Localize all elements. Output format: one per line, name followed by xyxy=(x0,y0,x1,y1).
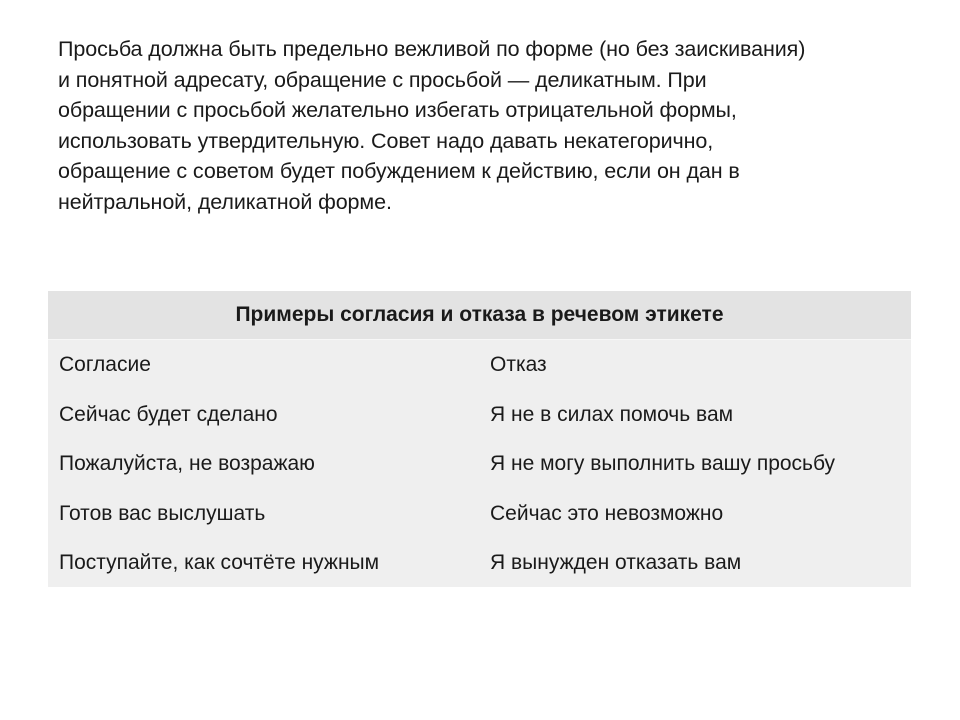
intro-paragraph xyxy=(58,34,920,218)
table-row xyxy=(48,439,911,489)
intro-line: Просьба должна быть предельно вежливой по форме (но без заискивания) xyxy=(58,37,806,61)
intro-line: использовать утвердительную. Совет надо давать некатегорично, xyxy=(58,128,714,153)
refusal-cell: Сейчас это невозможно xyxy=(490,501,724,525)
intro-line: и понятной адресату, обращение с просьбой — деликатным. При xyxy=(58,67,707,92)
consent-cell: Готов вас выслушать xyxy=(59,501,266,525)
intro-line: обращение с советом будет побуждением к действию, если он дан в xyxy=(58,159,740,184)
intro-line: обращении с просьбой желательно избегать отрицательной формы, xyxy=(58,98,737,123)
refusal-cell: Я не могу выполнить вашу просьбу xyxy=(490,452,836,476)
table-row xyxy=(48,489,911,539)
table-row xyxy=(48,538,911,588)
consent-cell: Пожалуйста, не возражаю xyxy=(59,452,315,476)
refusal-cell: Я вынужден отказать вам xyxy=(490,551,742,575)
column-header-consent: Согласие xyxy=(59,353,151,376)
refusal-cell: Я не в силах помочь вам xyxy=(490,402,734,426)
intro-line: нейтральной, деликатной форме. xyxy=(58,189,392,214)
etiquette-table xyxy=(48,291,911,587)
consent-cell: Поступайте, как сочтёте нужным xyxy=(59,551,380,575)
table-header-row xyxy=(48,340,911,390)
table-title: Примеры согласия и отказа в речевом этикете xyxy=(48,291,911,340)
column-header-refusal: Отказ xyxy=(490,353,547,376)
consent-cell: Сейчас будет сделано xyxy=(59,402,278,426)
table-row xyxy=(48,390,911,440)
